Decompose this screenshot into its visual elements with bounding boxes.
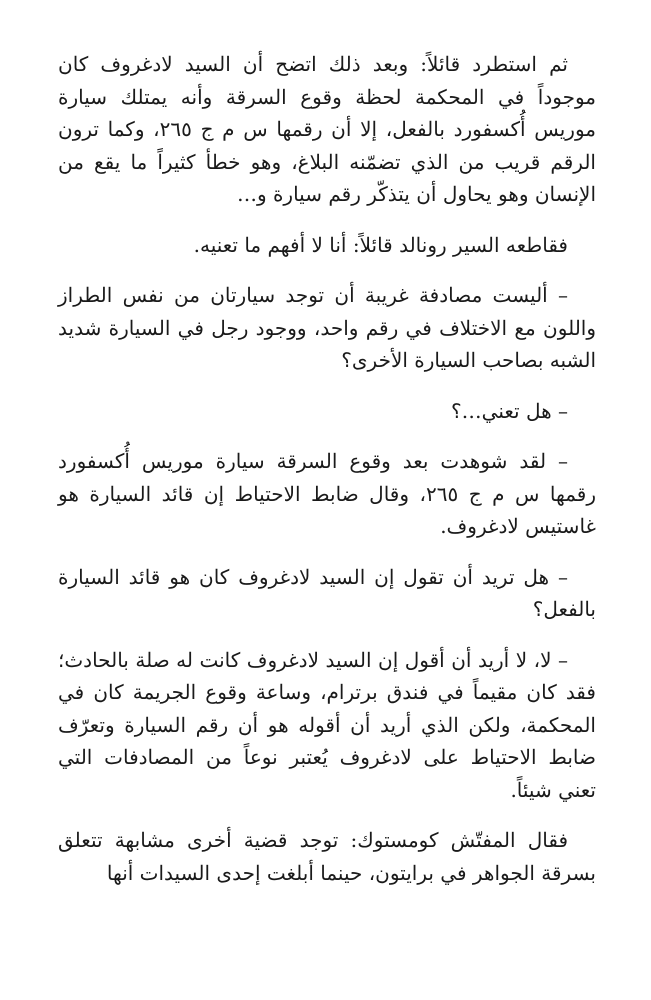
paragraph-dialogue-4: – هل تريد أن تقول إن السيد لادغروف كان هو قائد السيارة بالفعل؟ xyxy=(58,564,596,621)
paragraph-narration-1: ثم استطرد قائلاً: وبعد ذلك اتضح أن السيد لادغروف كان موجوداً في المحكمة لحظة وقوع السرقة وأنه يمتلك سيارة موريس أُكسفورد بالفعل، إلا أن رقمها س م ج ٢٦٥، وكما ترون الرقم قريب من الذي تضمّنه البلاغ، وهو خطأ كثيراً ما يقع من الإنسان وهو يحاول أن يتذكّر رقم سيارة و… xyxy=(58,52,597,206)
paragraph-dialogue-1: – أليست مصادفة غريبة أن توجد سيارتان من نفس الطراز واللون مع الاختلاف في رقم واحد، ووجود رجل في السيارة شديد الشبه بصاحب السيارة الأخرى؟ xyxy=(58,283,596,372)
paragraph-dialogue-2: – هل تعني…؟ xyxy=(451,398,568,423)
paragraph-narration-3: فقال المفتّش كومستوك: توجد قضية أخرى مشابهة تتعلق بسرقة الجواهر في برايتون، حينما أبلغت إحدى السيدات أنها xyxy=(58,828,596,885)
paragraph-narration-2: فقاطعه السير رونالد قائلاً: أنا لا أفهم ما تعنيه. xyxy=(193,232,568,257)
paragraph-dialogue-3: – لقد شوهدت بعد وقوع السرقة سيارة موريس أُكسفورد رقمها س م ج ٢٦٥، وقال ضابط الاحتياط إن قائد السيارة هو غاستيس لادغروف. xyxy=(58,449,597,538)
book-page xyxy=(58,48,596,907)
paragraph-dialogue-5: – لا، لا أريد أن أقول إن السيد لادغروف كانت له صلة بالحادث؛ فقد كان مقيماً في فندق برترام، وساعة وقوع الجريمة كان في المحكمة، ولكن الذي أريد أن أقوله هو أن رقم السيارة وتعرّف ضابط الاحتياط على لادغروف يُعتبر نوعاً من المصادفات التي تعني شيئاً. xyxy=(58,647,596,802)
